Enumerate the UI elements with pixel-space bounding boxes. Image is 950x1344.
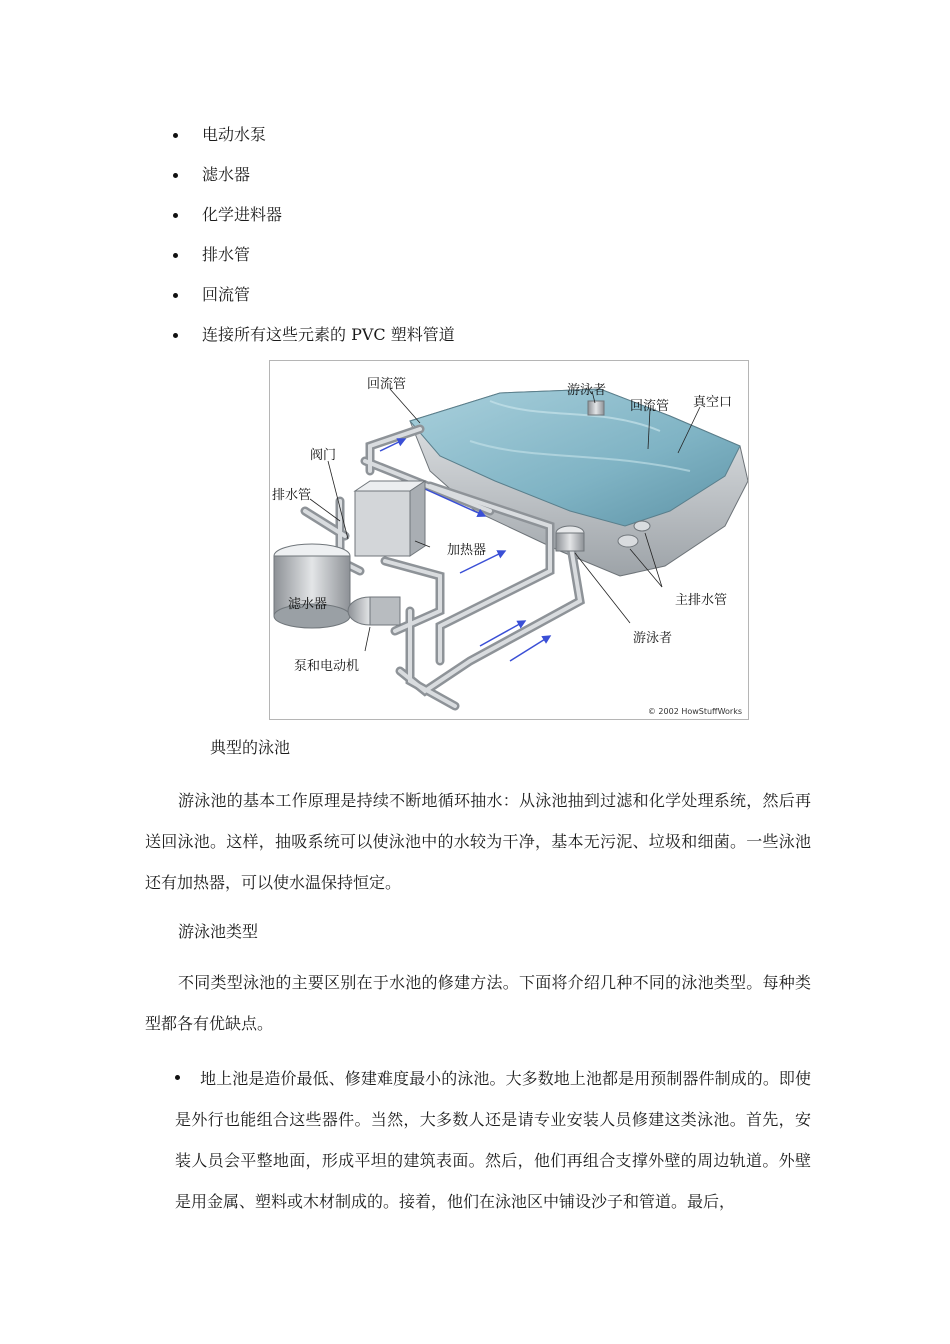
bullet-icon bbox=[173, 333, 178, 338]
list-item: 回流管 bbox=[170, 278, 455, 318]
bullet-icon bbox=[173, 133, 178, 138]
paragraph-principle: 游泳池的基本工作原理是持续不断地循环抽水：从泳池抽到过滤和化学处理系统，然后再送回泳池。这样，抽吸系统可以使泳池中的水较为干净，基本无污泥、垃圾和细菌。一些泳池还有加热器，可以使水温保持恒定。 bbox=[145, 791, 811, 892]
component-list bbox=[170, 118, 455, 358]
list-item: 化学进料器 bbox=[170, 198, 455, 238]
label-skimmer: 游泳者 bbox=[633, 631, 673, 646]
label-return-pipe-top: 回流管 bbox=[367, 377, 407, 392]
label-drain-pipe: 排水管 bbox=[272, 488, 312, 503]
label-swimmer-top: 游泳者 bbox=[567, 383, 607, 398]
bullet-paragraph-above-ground: 地上池是造价最低、修建难度最小的泳池。大多数地上池都是用预制器件制成的。即使是外行也能组合这些器件。当然，大多数人还是请专业安装人员修建这类泳池。首先，安装人员会平整地面，形成平坦的建筑表面。然后，他们再组合支撑外壁的周边轨道。外壁是用金属、塑料或木材制成的。接着，他们在泳池区中铺设沙子和管道。最后， bbox=[175, 1069, 811, 1211]
bullet-icon bbox=[173, 173, 178, 178]
figure-credit: © 2002 HowStuffWorks bbox=[647, 707, 742, 716]
label-pump-motor: 泵和电动机 bbox=[294, 659, 360, 674]
bullet-icon bbox=[175, 1075, 180, 1080]
label-filter: 滤水器 bbox=[288, 597, 328, 612]
label-main-drain: 主排水管 bbox=[675, 593, 728, 608]
label-heater: 加热器 bbox=[447, 543, 487, 558]
label-vacuum-port: 真空口 bbox=[693, 395, 733, 410]
list-item: 滤水器 bbox=[170, 158, 455, 198]
figure-caption: 典型的泳池 bbox=[210, 738, 291, 757]
paragraph-types: 不同类型泳池的主要区别在于水池的修建方法。下面将介绍几种不同的泳池类型。每种类型都各有优缺点。 bbox=[145, 973, 811, 1033]
label-return-pipe-right: 回流管 bbox=[630, 399, 670, 414]
list-item: 排水管 bbox=[170, 238, 455, 278]
list-item: 连接所有这些元素的 PVC 塑料管道 bbox=[170, 318, 455, 358]
list-item: 电动水泵 bbox=[170, 118, 455, 158]
section-heading: 游泳池类型 bbox=[178, 922, 259, 941]
bullet-icon bbox=[173, 253, 178, 258]
bullet-icon bbox=[173, 213, 178, 218]
bullet-icon bbox=[173, 293, 178, 298]
label-valve: 阀门 bbox=[310, 448, 337, 463]
pool-diagram-figure bbox=[269, 360, 749, 720]
